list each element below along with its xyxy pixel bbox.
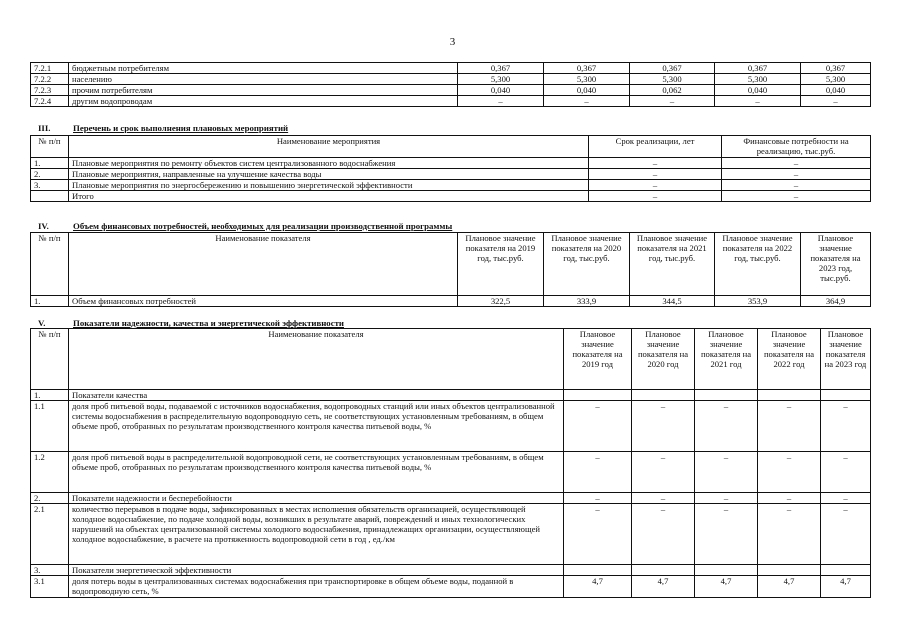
- row-value: –: [544, 96, 630, 107]
- row-number: 1.: [31, 296, 69, 307]
- section-5-number: V.: [38, 318, 46, 328]
- row-value: 4,7: [564, 576, 632, 598]
- row-name: доля потерь воды в централизованных системах водоснабжения при транспортировке в общем объеме воды, поданной в водопроводную сеть, %: [69, 576, 564, 598]
- finance-table: [30, 232, 871, 307]
- section-5-heading: [38, 318, 344, 328]
- row-name: Показатели надежности и бесперебойности: [69, 493, 564, 504]
- row-value: –: [758, 493, 821, 504]
- row-value: [821, 565, 871, 576]
- row-value: [758, 565, 821, 576]
- row-value: 364,9: [801, 296, 871, 307]
- header-num: № п/п: [31, 233, 69, 296]
- row-value: –: [632, 452, 695, 493]
- row-name: прочим потребителям: [69, 85, 458, 96]
- row-value: –: [695, 504, 758, 565]
- row-value: [695, 390, 758, 401]
- row-name: Показатели качества: [69, 390, 564, 401]
- header-finance: Финансовые потребности на реализацию, тыс.руб.: [722, 136, 871, 158]
- table-row: [31, 504, 871, 565]
- header-year-1: Плановое значение показателя на 2019 год: [564, 329, 632, 390]
- row-value: –: [821, 452, 871, 493]
- consumer-table: [30, 62, 871, 107]
- header-num: № п/п: [31, 329, 69, 390]
- header-indicator-name: Наименование показателя: [69, 329, 564, 390]
- row-finance: –: [722, 169, 871, 180]
- row-name: другим водопроводам: [69, 96, 458, 107]
- row-value: 0,367: [544, 63, 630, 74]
- row-value: [695, 565, 758, 576]
- table-row: [31, 296, 871, 307]
- row-value: 5,300: [630, 74, 715, 85]
- row-number: 1.1: [31, 401, 69, 452]
- row-value: –: [758, 504, 821, 565]
- finance-header-row: [31, 233, 871, 296]
- row-value: 344,5: [630, 296, 715, 307]
- row-value: –: [630, 96, 715, 107]
- row-name: доля проб питьевой воды в распределительной водопроводной сети, не соответствующих установленным требованиям, в общем объеме проб, отобранных по результатам производственного контроля качества питьевой воды, %: [69, 452, 564, 493]
- row-value: 4,7: [821, 576, 871, 598]
- page-number: 3: [449, 36, 456, 48]
- row-value: 4,7: [632, 576, 695, 598]
- section-4-heading: [38, 221, 452, 231]
- row-value: –: [564, 401, 632, 452]
- row-number: 7.2.1: [31, 63, 69, 74]
- row-name: Плановые мероприятия, направленные на улучшение качества воды: [69, 169, 589, 180]
- row-value: [632, 565, 695, 576]
- header-year-3: Плановое значение показателя на 2021 год: [695, 329, 758, 390]
- row-name: населению: [69, 74, 458, 85]
- row-finance: –: [722, 158, 871, 169]
- row-number: 3.: [31, 180, 69, 191]
- table-row: [31, 452, 871, 493]
- table-row: [31, 85, 871, 96]
- table-row: [31, 158, 871, 169]
- row-value: [758, 390, 821, 401]
- row-number: 3.1: [31, 576, 69, 598]
- row-value: 5,300: [715, 74, 801, 85]
- header-year-5: Плановое значение показателя на 2023 год, тыс.руб.: [801, 233, 871, 296]
- header-year-5: Плановое значение показателя на 2023 год: [821, 329, 871, 390]
- row-value: –: [564, 452, 632, 493]
- section-4-title: Объем финансовых потребностей, необходимых для реализации производственной программы: [73, 221, 453, 231]
- row-value: –: [632, 504, 695, 565]
- row-value: 0,040: [715, 85, 801, 96]
- row-value: –: [821, 401, 871, 452]
- row-value: –: [758, 452, 821, 493]
- row-value: 0,367: [630, 63, 715, 74]
- row-value: 333,9: [544, 296, 630, 307]
- row-value: –: [821, 504, 871, 565]
- row-name: Плановые мероприятия по ремонту объектов систем централизованного водоснабжения: [69, 158, 589, 169]
- header-year-4: Плановое значение показателя на 2022 год: [758, 329, 821, 390]
- section-3-number: III.: [38, 123, 51, 133]
- row-name: бюджетным потребителям: [69, 63, 458, 74]
- row-value: –: [695, 401, 758, 452]
- header-year-1: Плановое значение показателя на 2019 год, тыс.руб.: [458, 233, 544, 296]
- row-number: 1.: [31, 390, 69, 401]
- row-value: –: [695, 493, 758, 504]
- header-indicator-name: Наименование показателя: [69, 233, 458, 296]
- row-value: –: [821, 493, 871, 504]
- section-3-title: Перечень и срок выполнения плановых мероприятий: [73, 123, 289, 133]
- row-value: [821, 390, 871, 401]
- row-term: –: [589, 180, 722, 191]
- row-number: 2.1: [31, 504, 69, 565]
- row-number: 7.2.3: [31, 85, 69, 96]
- row-value: 0,040: [544, 85, 630, 96]
- row-number: 7.2.2: [31, 74, 69, 85]
- row-value: –: [632, 401, 695, 452]
- row-value: 5,300: [801, 74, 871, 85]
- row-number: 7.2.4: [31, 96, 69, 107]
- header-year-2: Плановое значение показателя на 2020 год: [632, 329, 695, 390]
- row-number: 2.: [31, 169, 69, 180]
- header-year-4: Плановое значение показателя на 2022 год, тыс.руб.: [715, 233, 801, 296]
- header-measure-name: Наименование мероприятия: [69, 136, 589, 158]
- header-year-3: Плановое значение показателя на 2021 год, тыс.руб.: [630, 233, 715, 296]
- row-value: –: [695, 452, 758, 493]
- header-term: Срок реализации, лет: [589, 136, 722, 158]
- table-row: [31, 169, 871, 180]
- row-value: 5,300: [458, 74, 544, 85]
- row-value: 0,040: [458, 85, 544, 96]
- table-row: [31, 191, 871, 202]
- row-value: [564, 565, 632, 576]
- row-value: 0,367: [715, 63, 801, 74]
- row-value: –: [715, 96, 801, 107]
- row-number: [31, 191, 69, 202]
- row-term: –: [589, 169, 722, 180]
- row-value: 0,040: [801, 85, 871, 96]
- table-row: [31, 74, 871, 85]
- row-value: 5,300: [544, 74, 630, 85]
- row-value: 4,7: [758, 576, 821, 598]
- row-value: 322,5: [458, 296, 544, 307]
- row-value: 4,7: [695, 576, 758, 598]
- table-row: [31, 401, 871, 452]
- table-row: [31, 390, 871, 401]
- row-name: количество перерывов в подаче воды, зафиксированных в местах исполнения обязательств организацией, осуществляющей холодное водоснабжение, по подаче холодной воды, возникших в результате аварий, повреждений и иных технологических нарушений на объектах централизованной системы холодного водоснабжения, принадлежащих организации, осуществляющей холодное водоснабжение, в расчете на протяженность водопроводной сети в год , ед./км: [69, 504, 564, 565]
- row-name: Итого: [69, 191, 589, 202]
- row-name: Показатели энергетической эффективности: [69, 565, 564, 576]
- row-value: –: [632, 493, 695, 504]
- row-name: Объем финансовых потребностей: [69, 296, 458, 307]
- row-number: 1.2: [31, 452, 69, 493]
- header-num: № п/п: [31, 136, 69, 158]
- header-year-2: Плановое значение показателя на 2020 год, тыс.руб.: [544, 233, 630, 296]
- row-number: 2.: [31, 493, 69, 504]
- row-value: 0,062: [630, 85, 715, 96]
- row-value: 0,367: [458, 63, 544, 74]
- row-value: [564, 390, 632, 401]
- row-value: –: [758, 401, 821, 452]
- row-value: –: [564, 504, 632, 565]
- row-value: [632, 390, 695, 401]
- measures-header-row: [31, 136, 871, 158]
- row-number: 3.: [31, 565, 69, 576]
- section-5-title: Показатели надежности, качества и энергетической эффективности: [73, 318, 344, 328]
- indicators-table: [30, 328, 871, 598]
- section-3-heading: [38, 123, 288, 133]
- row-value: –: [458, 96, 544, 107]
- row-term: –: [589, 158, 722, 169]
- row-value: 353,9: [715, 296, 801, 307]
- table-row: [31, 576, 871, 598]
- table-row: [31, 180, 871, 191]
- row-value: –: [564, 493, 632, 504]
- row-finance: –: [722, 180, 871, 191]
- row-finance: –: [722, 191, 871, 202]
- row-number: 1.: [31, 158, 69, 169]
- row-value: 0,367: [801, 63, 871, 74]
- row-name: Плановые мероприятия по энергосбережению и повышению энергетической эффективности: [69, 180, 589, 191]
- row-value: –: [801, 96, 871, 107]
- table-row: [31, 63, 871, 74]
- row-term: –: [589, 191, 722, 202]
- measures-table: [30, 135, 871, 202]
- table-row: [31, 565, 871, 576]
- table-row: [31, 96, 871, 107]
- indicators-header-row: [31, 329, 871, 390]
- section-4-number: IV.: [38, 221, 49, 231]
- table-row: [31, 493, 871, 504]
- row-name: доля проб питьевой воды, подаваемой с источников водоснабжения, водопроводных станций или иных объектов централизованной системы водоснабжения в распределительную водопроводную сеть, не соответствующих установленным требованиям, в общем объеме проб, отобранных по результатам производственного контроля качества питьевой воды, %: [69, 401, 564, 452]
